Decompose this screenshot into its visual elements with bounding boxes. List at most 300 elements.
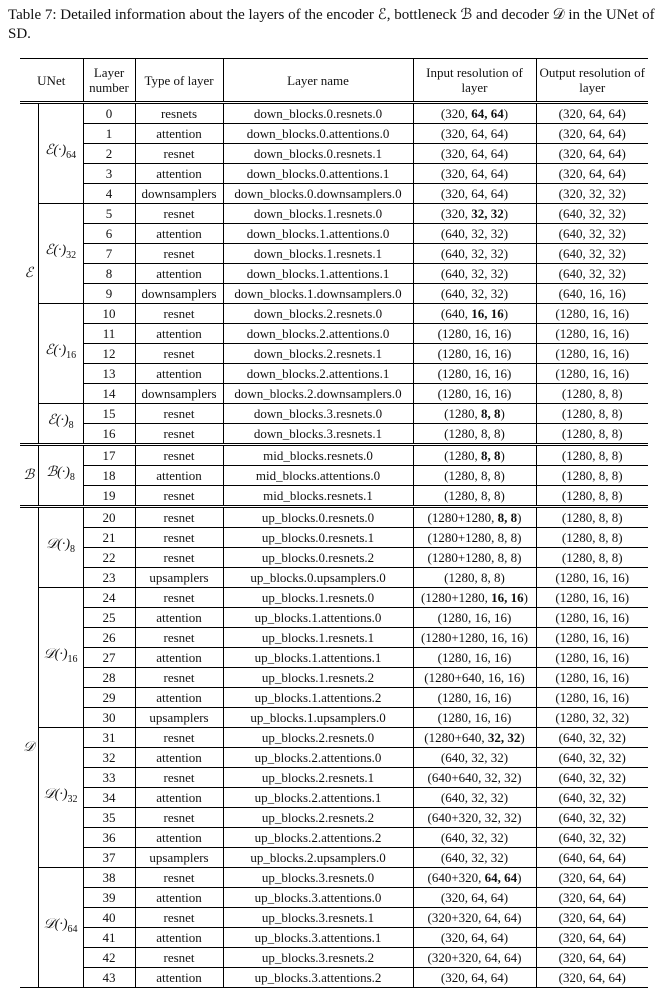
cell-layer-type: resnet bbox=[135, 507, 223, 528]
cell-input-resolution bbox=[413, 445, 536, 466]
table-row bbox=[20, 848, 648, 868]
cell-layer-number: 26 bbox=[83, 628, 135, 648]
cell-layer-number: 6 bbox=[83, 224, 135, 244]
input-part: (1280, 8, 8) bbox=[444, 487, 505, 503]
input-part: ) bbox=[500, 405, 505, 421]
table-row bbox=[20, 384, 648, 404]
input-part: (1280, bbox=[444, 405, 482, 421]
cell-layer-type: resnet bbox=[135, 144, 223, 164]
input-part: (1280+1280, bbox=[421, 589, 492, 605]
cell-layer-number: 3 bbox=[83, 164, 135, 184]
input-part: (1280, 16, 16) bbox=[437, 709, 512, 725]
cell-layer-name: down_blocks.3.resnets.1 bbox=[223, 424, 413, 445]
cell-layer-number: 33 bbox=[83, 768, 135, 788]
table-row bbox=[20, 304, 648, 324]
group-label-sub: 32 bbox=[67, 793, 78, 805]
input-part: (640, 32, 32) bbox=[440, 829, 509, 845]
input-part: (640, bbox=[440, 305, 472, 321]
cell-layer-name: down_blocks.0.downsamplers.0 bbox=[223, 184, 413, 204]
cell-layer-name: down_blocks.2.resnets.1 bbox=[223, 344, 413, 364]
cell-input-resolution bbox=[413, 928, 536, 948]
table-row bbox=[20, 404, 648, 424]
table-row bbox=[20, 888, 648, 908]
group-label bbox=[38, 507, 83, 588]
table-body bbox=[20, 103, 648, 988]
cell-layer-number: 18 bbox=[83, 466, 135, 486]
cell-layer-type: attention bbox=[135, 466, 223, 486]
cell-input-resolution bbox=[413, 364, 536, 384]
cell-output-resolution: (1280, 8, 8) bbox=[536, 384, 648, 404]
input-part: (1280, 16, 16) bbox=[437, 365, 512, 381]
group-label-sub: 16 bbox=[67, 653, 78, 665]
cell-output-resolution: (320, 64, 64) bbox=[536, 164, 648, 184]
table-row bbox=[20, 224, 648, 244]
input-part: (320, 64, 64) bbox=[440, 145, 509, 161]
cell-input-resolution bbox=[413, 264, 536, 284]
cell-input-resolution bbox=[413, 164, 536, 184]
cell-layer-type: downsamplers bbox=[135, 284, 223, 304]
cell-input-resolution bbox=[413, 868, 536, 888]
cell-output-resolution: (1280, 16, 16) bbox=[536, 608, 648, 628]
input-part: (320, 64, 64) bbox=[440, 929, 509, 945]
group-label-text: 𝒟(·) bbox=[43, 647, 68, 663]
cell-output-resolution: (1280, 8, 8) bbox=[536, 404, 648, 424]
cell-input-resolution bbox=[413, 688, 536, 708]
cell-layer-number: 28 bbox=[83, 668, 135, 688]
input-part: (1280+1280, bbox=[427, 509, 498, 525]
cell-output-resolution: (1280, 16, 16) bbox=[536, 628, 648, 648]
input-part: ) bbox=[503, 305, 509, 321]
table-row bbox=[20, 928, 648, 948]
table-row bbox=[20, 908, 648, 928]
cell-layer-type: attention bbox=[135, 748, 223, 768]
input-part: (640, 32, 32) bbox=[440, 849, 509, 865]
input-part: (1280+1280, 16, 16) bbox=[421, 629, 529, 645]
cell-layer-name: up_blocks.3.resnets.0 bbox=[223, 868, 413, 888]
cell-layer-type: attention bbox=[135, 688, 223, 708]
cell-input-resolution bbox=[413, 507, 536, 528]
cell-layer-type: resnet bbox=[135, 528, 223, 548]
cell-layer-number: 35 bbox=[83, 808, 135, 828]
cell-output-resolution: (1280, 16, 16) bbox=[536, 304, 648, 324]
cell-layer-name: up_blocks.0.resnets.2 bbox=[223, 548, 413, 568]
input-part: (640, 32, 32) bbox=[440, 749, 509, 765]
input-part: ) bbox=[503, 205, 509, 221]
cell-output-resolution: (640, 64, 64) bbox=[536, 848, 648, 868]
cell-layer-name: up_blocks.3.resnets.1 bbox=[223, 908, 413, 928]
cell-input-resolution bbox=[413, 748, 536, 768]
cell-layer-type: upsamplers bbox=[135, 568, 223, 588]
cell-output-resolution: (1280, 8, 8) bbox=[536, 486, 648, 507]
cell-layer-number: 4 bbox=[83, 184, 135, 204]
group-label-text: 𝒟(·) bbox=[43, 917, 68, 933]
cell-input-resolution bbox=[413, 628, 536, 648]
input-part: (1280, 16, 16) bbox=[437, 689, 512, 705]
table-row bbox=[20, 748, 648, 768]
input-part: ) bbox=[523, 589, 529, 605]
cell-layer-type: attention bbox=[135, 928, 223, 948]
input-part: 16, 16 bbox=[471, 305, 504, 321]
table-row bbox=[20, 445, 648, 466]
group-label bbox=[38, 445, 83, 507]
section-symbol: 𝒟 bbox=[20, 507, 38, 988]
input-part: (320, 64, 64) bbox=[440, 185, 509, 201]
cell-output-resolution: (640, 16, 16) bbox=[536, 284, 648, 304]
cell-layer-name: up_blocks.3.attentions.0 bbox=[223, 888, 413, 908]
input-part: (640+320, bbox=[427, 869, 485, 885]
cell-layer-type: resnet bbox=[135, 908, 223, 928]
input-part: (320, 64, 64) bbox=[440, 969, 509, 985]
input-part: 16, 16 bbox=[491, 589, 524, 605]
cell-input-resolution bbox=[413, 828, 536, 848]
group-label-text: 𝒟(·) bbox=[46, 537, 70, 553]
table-row bbox=[20, 364, 648, 384]
cell-layer-type: attention bbox=[135, 608, 223, 628]
input-part: (320, 64, 64) bbox=[440, 165, 509, 181]
cell-input-resolution bbox=[413, 708, 536, 728]
cell-layer-type: resnet bbox=[135, 948, 223, 968]
cell-layer-name: down_blocks.1.attentions.1 bbox=[223, 264, 413, 284]
input-part: (640+320, 32, 32) bbox=[427, 809, 522, 825]
cell-output-resolution: (1280, 8, 8) bbox=[536, 528, 648, 548]
cell-output-resolution: (640, 32, 32) bbox=[536, 808, 648, 828]
cell-layer-number: 24 bbox=[83, 588, 135, 608]
cell-layer-type: resnet bbox=[135, 304, 223, 324]
input-part: (320+320, 64, 64) bbox=[427, 909, 522, 925]
cell-layer-type: attention bbox=[135, 828, 223, 848]
cell-layer-number: 9 bbox=[83, 284, 135, 304]
cell-layer-number: 42 bbox=[83, 948, 135, 968]
cell-output-resolution: (1280, 16, 16) bbox=[536, 648, 648, 668]
cell-output-resolution: (320, 64, 64) bbox=[536, 908, 648, 928]
group-label bbox=[38, 404, 83, 445]
input-part: (1280, 8, 8) bbox=[444, 467, 505, 483]
group-label-sub: 8 bbox=[70, 543, 75, 555]
cell-layer-name: down_blocks.0.resnets.1 bbox=[223, 144, 413, 164]
input-part: (640, 32, 32) bbox=[440, 789, 509, 805]
cell-layer-type: attention bbox=[135, 224, 223, 244]
input-part: (640, 32, 32) bbox=[440, 225, 509, 241]
cell-input-resolution bbox=[413, 144, 536, 164]
cell-layer-name: mid_blocks.attentions.0 bbox=[223, 466, 413, 486]
cell-layer-number: 22 bbox=[83, 548, 135, 568]
cell-layer-name: up_blocks.3.attentions.1 bbox=[223, 928, 413, 948]
table-row bbox=[20, 507, 648, 528]
table-row bbox=[20, 628, 648, 648]
cell-input-resolution bbox=[413, 344, 536, 364]
cell-input-resolution bbox=[413, 908, 536, 928]
input-part: 8, 8 bbox=[481, 405, 501, 421]
cell-layer-type: attention bbox=[135, 124, 223, 144]
cell-layer-type: resnets bbox=[135, 103, 223, 124]
cell-layer-number: 21 bbox=[83, 528, 135, 548]
cell-layer-number: 1 bbox=[83, 124, 135, 144]
cell-input-resolution bbox=[413, 568, 536, 588]
cell-layer-number: 40 bbox=[83, 908, 135, 928]
cell-input-resolution bbox=[413, 304, 536, 324]
cell-layer-number: 5 bbox=[83, 204, 135, 224]
cell-layer-type: resnet bbox=[135, 424, 223, 445]
table-row bbox=[20, 486, 648, 507]
cell-output-resolution: (640, 32, 32) bbox=[536, 788, 648, 808]
cell-layer-name: mid_blocks.resnets.1 bbox=[223, 486, 413, 507]
cell-layer-name: up_blocks.1.upsamplers.0 bbox=[223, 708, 413, 728]
cell-layer-number: 0 bbox=[83, 103, 135, 124]
input-part: 8, 8 bbox=[497, 509, 518, 525]
table-row bbox=[20, 264, 648, 284]
cell-layer-number: 19 bbox=[83, 486, 135, 507]
table-row bbox=[20, 968, 648, 988]
cell-layer-number: 12 bbox=[83, 344, 135, 364]
cell-layer-number: 11 bbox=[83, 324, 135, 344]
cell-output-resolution: (1280, 16, 16) bbox=[536, 668, 648, 688]
input-part: ) bbox=[500, 447, 505, 463]
cell-layer-name: down_blocks.0.attentions.0 bbox=[223, 124, 413, 144]
cell-layer-number: 14 bbox=[83, 384, 135, 404]
cell-layer-type: attention bbox=[135, 324, 223, 344]
cell-input-resolution bbox=[413, 808, 536, 828]
cell-layer-type: resnet bbox=[135, 628, 223, 648]
input-part: (1280+640, bbox=[424, 729, 488, 745]
cell-input-resolution bbox=[413, 888, 536, 908]
input-part: (1280, 8, 8) bbox=[444, 569, 505, 585]
cell-input-resolution bbox=[413, 204, 536, 224]
group-label-sub: 8 bbox=[68, 419, 74, 431]
cell-layer-name: down_blocks.2.downsamplers.0 bbox=[223, 384, 413, 404]
cell-input-resolution bbox=[413, 244, 536, 264]
cell-output-resolution: (320, 64, 64) bbox=[536, 144, 648, 164]
input-part: ) bbox=[517, 869, 522, 885]
cell-layer-name: down_blocks.0.resnets.0 bbox=[223, 103, 413, 124]
input-part: (640, 32, 32) bbox=[440, 265, 509, 281]
cell-layer-type: resnet bbox=[135, 588, 223, 608]
cell-output-resolution: (1280, 8, 8) bbox=[536, 466, 648, 486]
input-part: 8, 8 bbox=[481, 447, 501, 463]
cell-layer-type: attention bbox=[135, 788, 223, 808]
cell-layer-name: down_blocks.0.attentions.1 bbox=[223, 164, 413, 184]
table-row bbox=[20, 708, 648, 728]
cell-layer-name: up_blocks.2.attentions.2 bbox=[223, 828, 413, 848]
cell-input-resolution bbox=[413, 548, 536, 568]
cell-layer-name: down_blocks.2.attentions.0 bbox=[223, 324, 413, 344]
cell-input-resolution bbox=[413, 466, 536, 486]
section-symbol: ℬ bbox=[20, 445, 38, 507]
cell-input-resolution bbox=[413, 284, 536, 304]
cell-layer-type: resnet bbox=[135, 445, 223, 466]
cell-output-resolution: (1280, 16, 16) bbox=[536, 324, 648, 344]
cell-input-resolution bbox=[413, 588, 536, 608]
cell-output-resolution: (1280, 16, 16) bbox=[536, 568, 648, 588]
cell-layer-type: resnet bbox=[135, 668, 223, 688]
layers-table bbox=[20, 58, 648, 988]
input-part: (320+320, 64, 64) bbox=[427, 949, 522, 965]
table-row bbox=[20, 244, 648, 264]
group-label-text: ℬ(·) bbox=[46, 465, 70, 481]
cell-layer-number: 36 bbox=[83, 828, 135, 848]
group-label-sub: 16 bbox=[66, 349, 77, 361]
cell-layer-number: 8 bbox=[83, 264, 135, 284]
cell-layer-number: 37 bbox=[83, 848, 135, 868]
cell-layer-name: up_blocks.1.attentions.0 bbox=[223, 608, 413, 628]
cell-output-resolution: (320, 64, 64) bbox=[536, 103, 648, 124]
cell-input-resolution bbox=[413, 424, 536, 445]
group-label bbox=[38, 103, 83, 204]
input-part: (1280, 16, 16) bbox=[437, 609, 512, 625]
cell-layer-name: up_blocks.1.attentions.2 bbox=[223, 688, 413, 708]
table-row bbox=[20, 103, 648, 124]
cell-layer-number: 27 bbox=[83, 648, 135, 668]
cell-layer-name: mid_blocks.resnets.0 bbox=[223, 445, 413, 466]
group-label-sub: 8 bbox=[69, 471, 75, 483]
cell-layer-number: 23 bbox=[83, 568, 135, 588]
cell-layer-type: resnet bbox=[135, 548, 223, 568]
cell-layer-type: attention bbox=[135, 264, 223, 284]
input-part: (1280+1280, 8, 8) bbox=[427, 549, 522, 565]
table-row bbox=[20, 648, 648, 668]
cell-layer-type: attention bbox=[135, 968, 223, 988]
cell-layer-number: 39 bbox=[83, 888, 135, 908]
input-part: (320, bbox=[440, 205, 472, 221]
input-part: (320, 64, 64) bbox=[440, 125, 509, 141]
cell-layer-name: down_blocks.1.resnets.0 bbox=[223, 204, 413, 224]
cell-layer-type: resnet bbox=[135, 244, 223, 264]
cell-layer-type: attention bbox=[135, 164, 223, 184]
cell-layer-number: 38 bbox=[83, 868, 135, 888]
cell-input-resolution bbox=[413, 968, 536, 988]
table-row bbox=[20, 144, 648, 164]
table-row bbox=[20, 164, 648, 184]
cell-layer-type: attention bbox=[135, 888, 223, 908]
cell-layer-name: down_blocks.1.resnets.1 bbox=[223, 244, 413, 264]
cell-layer-number: 2 bbox=[83, 144, 135, 164]
cell-output-resolution: (320, 64, 64) bbox=[536, 968, 648, 988]
cell-output-resolution: (1280, 16, 16) bbox=[536, 588, 648, 608]
cell-input-resolution bbox=[413, 608, 536, 628]
cell-layer-type: upsamplers bbox=[135, 708, 223, 728]
cell-input-resolution bbox=[413, 184, 536, 204]
header-unet: UNet bbox=[20, 59, 83, 103]
cell-output-resolution: (640, 32, 32) bbox=[536, 204, 648, 224]
table-row bbox=[20, 868, 648, 888]
table-row bbox=[20, 808, 648, 828]
cell-output-resolution: (640, 32, 32) bbox=[536, 768, 648, 788]
cell-output-resolution: (1280, 32, 32) bbox=[536, 708, 648, 728]
input-part: (640+640, 32, 32) bbox=[427, 769, 522, 785]
cell-layer-number: 25 bbox=[83, 608, 135, 628]
input-part: (1280, 16, 16) bbox=[437, 649, 512, 665]
table-row bbox=[20, 608, 648, 628]
group-label-sub: 32 bbox=[66, 249, 77, 261]
table-row bbox=[20, 324, 648, 344]
cell-input-resolution bbox=[413, 788, 536, 808]
table-row bbox=[20, 588, 648, 608]
cell-layer-name: up_blocks.3.attentions.2 bbox=[223, 968, 413, 988]
group-label bbox=[38, 588, 83, 728]
cell-layer-number: 20 bbox=[83, 507, 135, 528]
input-part: ) bbox=[503, 105, 509, 121]
group-label-sub: 64 bbox=[67, 923, 78, 935]
cell-layer-name: up_blocks.2.attentions.1 bbox=[223, 788, 413, 808]
table-row bbox=[20, 424, 648, 445]
group-label-text: ℰ(·) bbox=[44, 343, 67, 359]
cell-layer-name: down_blocks.1.attentions.0 bbox=[223, 224, 413, 244]
cell-output-resolution: (1280, 16, 16) bbox=[536, 688, 648, 708]
cell-layer-name: up_blocks.2.resnets.1 bbox=[223, 768, 413, 788]
cell-layer-name: up_blocks.2.resnets.0 bbox=[223, 728, 413, 748]
cell-layer-type: resnet bbox=[135, 486, 223, 507]
cell-layer-name: down_blocks.3.resnets.0 bbox=[223, 404, 413, 424]
cell-layer-name: up_blocks.3.resnets.2 bbox=[223, 948, 413, 968]
header-type: Type of layer bbox=[135, 59, 223, 103]
cell-output-resolution: (320, 64, 64) bbox=[536, 888, 648, 908]
input-part: (1280, 8, 8) bbox=[444, 425, 505, 441]
cell-layer-type: resnet bbox=[135, 868, 223, 888]
cell-layer-type: attention bbox=[135, 648, 223, 668]
table-row bbox=[20, 124, 648, 144]
input-part: (640, 32, 32) bbox=[440, 285, 509, 301]
table-row bbox=[20, 284, 648, 304]
input-part: (1280, 16, 16) bbox=[437, 325, 512, 341]
cell-layer-name: up_blocks.1.resnets.0 bbox=[223, 588, 413, 608]
cell-layer-number: 7 bbox=[83, 244, 135, 264]
cell-layer-number: 10 bbox=[83, 304, 135, 324]
cell-output-resolution: (640, 32, 32) bbox=[536, 828, 648, 848]
cell-output-resolution: (1280, 8, 8) bbox=[536, 548, 648, 568]
cell-input-resolution bbox=[413, 224, 536, 244]
cell-layer-name: up_blocks.1.resnets.2 bbox=[223, 668, 413, 688]
cell-output-resolution: (1280, 8, 8) bbox=[536, 424, 648, 445]
group-label bbox=[38, 728, 83, 868]
cell-layer-number: 15 bbox=[83, 404, 135, 424]
table-row bbox=[20, 204, 648, 224]
group-label bbox=[38, 868, 83, 988]
cell-layer-number: 31 bbox=[83, 728, 135, 748]
cell-layer-number: 29 bbox=[83, 688, 135, 708]
input-part: (1280, 16, 16) bbox=[437, 345, 512, 361]
cell-output-resolution: (640, 32, 32) bbox=[536, 224, 648, 244]
input-part: (320, bbox=[440, 105, 472, 121]
cell-output-resolution: (320, 64, 64) bbox=[536, 928, 648, 948]
cell-layer-type: downsamplers bbox=[135, 384, 223, 404]
cell-input-resolution bbox=[413, 728, 536, 748]
cell-layer-type: resnet bbox=[135, 808, 223, 828]
section-symbol: ℰ bbox=[20, 103, 38, 445]
cell-layer-type: resnet bbox=[135, 728, 223, 748]
cell-input-resolution bbox=[413, 103, 536, 124]
cell-input-resolution bbox=[413, 528, 536, 548]
cell-layer-type: resnet bbox=[135, 344, 223, 364]
table-row bbox=[20, 466, 648, 486]
cell-input-resolution bbox=[413, 768, 536, 788]
input-part: 32, 32 bbox=[487, 729, 521, 745]
cell-input-resolution bbox=[413, 948, 536, 968]
table-row bbox=[20, 768, 648, 788]
cell-layer-number: 17 bbox=[83, 445, 135, 466]
table-row bbox=[20, 668, 648, 688]
cell-layer-number: 30 bbox=[83, 708, 135, 728]
cell-layer-name: down_blocks.1.downsamplers.0 bbox=[223, 284, 413, 304]
cell-layer-number: 43 bbox=[83, 968, 135, 988]
input-part: (320, 64, 64) bbox=[440, 889, 509, 905]
cell-input-resolution bbox=[413, 668, 536, 688]
cell-layer-type: upsamplers bbox=[135, 848, 223, 868]
cell-layer-name: up_blocks.2.resnets.2 bbox=[223, 808, 413, 828]
cell-input-resolution bbox=[413, 486, 536, 507]
table-caption: Table 7: Detailed information about the layers of the encoder ℰ, bottleneck ℬ and decoder 𝒟 in the UNet of SD. bbox=[8, 7, 655, 42]
header-output: Output resolution of layer bbox=[539, 65, 645, 95]
cell-input-resolution bbox=[413, 384, 536, 404]
cell-layer-type: downsamplers bbox=[135, 184, 223, 204]
